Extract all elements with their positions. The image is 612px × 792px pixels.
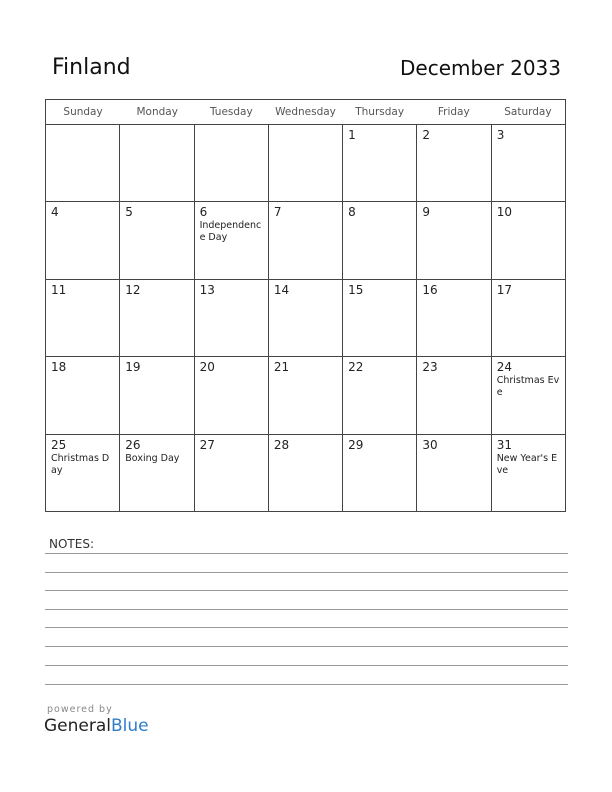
week-row (46, 357, 565, 434)
day-cell (492, 125, 565, 201)
day-number: 5 (125, 205, 133, 220)
day-cell (269, 280, 343, 356)
holiday-label: New Year's Eve (496, 452, 558, 476)
weekday-sunday: Sunday (63, 106, 103, 118)
day-cell (269, 125, 343, 201)
day-cell (343, 357, 417, 433)
day-number: 14 (273, 282, 290, 297)
day-number: 15 (348, 282, 364, 297)
holiday-label: Christmas Day (51, 452, 110, 476)
weekday-tuesday: Tuesday (209, 106, 253, 118)
day-number: 3 (496, 128, 505, 142)
brand-general: General (44, 716, 111, 736)
day-cell (417, 357, 491, 433)
day-cell (195, 280, 269, 356)
day-cell (343, 125, 417, 201)
day-number: 16 (422, 282, 438, 297)
holiday-label: Boxing Day (125, 452, 180, 464)
day-cell (120, 280, 194, 356)
day-number: 25 (51, 437, 67, 452)
week-row (46, 202, 565, 279)
day-number: 1 (348, 128, 356, 142)
day-cell (195, 202, 269, 278)
weekday-thursday: Thursday (355, 106, 405, 118)
day-number: 2 (422, 128, 431, 142)
day-number: 22 (348, 360, 364, 375)
day-cell (195, 435, 269, 512)
day-number: 20 (199, 360, 215, 375)
day-number: 29 (348, 437, 364, 452)
note-line (45, 646, 568, 647)
note-line (45, 590, 568, 591)
day-cell (492, 357, 565, 433)
day-number: 7 (273, 205, 282, 220)
weekday-friday: Friday (437, 106, 470, 118)
day-number: 11 (51, 282, 67, 297)
day-number: 8 (348, 205, 356, 220)
day-number: 24 (496, 360, 512, 375)
day-number: 4 (51, 205, 59, 220)
day-number: 30 (422, 437, 438, 452)
day-number: 9 (422, 205, 431, 220)
day-number: 19 (125, 360, 141, 375)
day-number: 21 (273, 360, 290, 375)
weekday-saturday: Saturday (504, 106, 552, 118)
day-cell (492, 435, 565, 512)
note-line (45, 684, 568, 685)
day-cell (46, 125, 120, 201)
day-cell (417, 435, 491, 512)
weekday-header-row (46, 100, 565, 125)
day-cell (492, 280, 565, 356)
day-cell (417, 202, 491, 278)
day-cell (120, 435, 194, 512)
day-number: 17 (496, 282, 512, 297)
month-year-title: December 2033 (400, 56, 561, 80)
day-number: 10 (496, 205, 512, 220)
day-cell (195, 125, 269, 201)
country-title: Finland (52, 55, 131, 80)
day-number: 12 (125, 282, 141, 297)
day-number: 28 (273, 437, 290, 452)
note-line (45, 609, 568, 610)
weekday-monday: Monday (136, 106, 178, 118)
powered-by-text: powered by (47, 704, 113, 715)
note-line (45, 572, 568, 573)
day-number: 13 (199, 282, 215, 297)
day-cell (46, 357, 120, 433)
day-number: 6 (199, 205, 208, 220)
day-cell (120, 357, 194, 433)
day-cell (120, 202, 194, 278)
day-number: 31 (496, 437, 512, 452)
weekday-wednesday: Wednesday (275, 106, 336, 118)
day-cell (417, 280, 491, 356)
generalblue-logo (44, 716, 149, 736)
note-line (45, 553, 568, 554)
holiday-label: Christmas Eve (496, 375, 560, 399)
day-cell (343, 435, 417, 512)
week-row (46, 435, 565, 512)
day-cell (269, 357, 343, 433)
week-row (46, 280, 565, 357)
calendar-grid (45, 99, 566, 512)
holiday-label: Independence Day (199, 220, 262, 244)
day-cell (46, 435, 120, 512)
note-line (45, 665, 568, 666)
day-number: 26 (125, 437, 141, 452)
day-number: 23 (422, 360, 438, 375)
day-cell (46, 202, 120, 278)
day-number: 18 (51, 360, 67, 375)
brand-blue: Blue (111, 716, 149, 736)
week-row (46, 125, 565, 202)
day-cell (269, 202, 343, 278)
day-cell (120, 125, 194, 201)
day-cell (195, 357, 269, 433)
day-number: 27 (199, 437, 215, 452)
day-cell (269, 435, 343, 512)
day-cell (343, 202, 417, 278)
day-cell (417, 125, 491, 201)
note-line (45, 627, 568, 628)
day-cell (46, 280, 120, 356)
day-cell (343, 280, 417, 356)
notes-label: NOTES: (49, 537, 94, 551)
day-cell (492, 202, 565, 278)
